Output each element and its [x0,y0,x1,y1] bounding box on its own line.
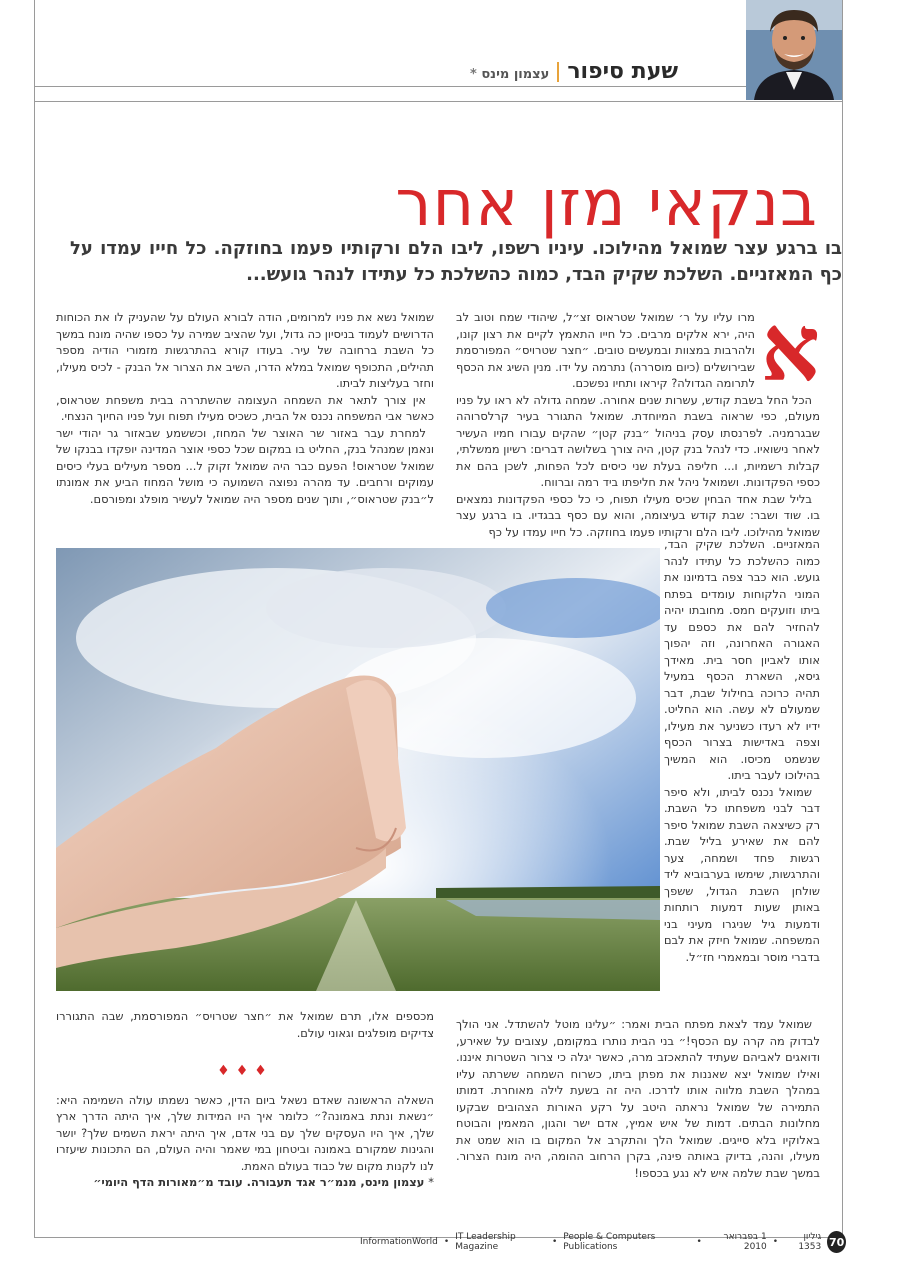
paragraph: המאזניים. השלכת שקיק הבד, כמוה כהשלכת כל עתידו לנהר גועש. הוא כבר צפה בדמיונו את המוני הלקוחות עומדים בפתח ביתו וזועקים חמס. מחובתו יהיה להחזיר להם את כספם עד האגורה האחרונה, וזה יהפוך אותו לאביון חסר בית. מאידך גיסא, השארת הכסף במעיל תהיה כרוכה בחילול שבת, דבר שמעולם לא עשה. הוא החליט. ידיו לא רעדו כשניער את מעילו, וצפה באדישות בצרור הכסף שנשמט מכיסו. הוא המשיך בהילוכו לעבר ביתו. [664,537,820,782]
paragraph: בליל שבת אחד הבחין שכיס מעילו תפוח, כי כל כספי הפקדונות נמצאים בו. שוד ושבר: שבת קודש בעיצומה, והוא עם כסף בבגדיו. בו ברגע עצר שמואל מהילוכו. ליבו הלם ורקותיו פעמו בחוזקה. כל חייו עמדו על כף [456,491,820,539]
author-photo [746,0,842,100]
footer-pub-it-leadership: IT Leadership Magazine [455,1232,516,1252]
paragraph: אין צורך לתאר את השמחה העצומה שהשתררה בבית משפחת שטראוס, כאשר אבי המשפחה נכנס אל הבית, כשכיס מעילו תפוח ועל פניו החיוך הנצחי. [56,392,434,423]
footer-issue: גיליון 1353 [798,1232,822,1252]
footer-separator: • [696,1237,702,1247]
author-portrait-icon [746,0,842,100]
author-star: * [470,67,477,82]
page-number: 70 [827,1231,846,1253]
footer-separator: • [551,1237,558,1247]
header-separator [557,62,559,82]
header-bottom-rule [34,101,843,102]
page-frame-right [842,0,843,1238]
paragraph: שמואל נכנס לביתו, ולא סיפר דבר לבני משפחתו כל השבת. רק כשיצאה השבת שמואל סיפר להם את שאירע בליל שבת. רגשות פחד ושמחה, צער והתרגשות, שימשו בערבוביא ליד שולחן השבת הגדול, ששפך באותן שעות דמעות רותחות ודמעות גיל שניגרו מעיני בני המשפחה. שמואל חיזק את לבם בדברי מוסר ובמאמרי חז״ל. [664,784,820,964]
page-footer [360,1232,846,1252]
body-column-narrow [664,536,820,965]
paragraph: למחרת עבר באזור שר האוצר של המחוז, וכששמע שבאזור גר יהודי ישר ונאמן שמנהל בנק, החליט בו במקום שכל כספי אוצר המדינה יופקדו בבנקו של שמואל שטראוס! הפעם כבר היה שמואל זקוק ל... מספר מעילים בעלי כיסים עמוקים ורחבים. עד מהרה נפוצה השמועה כי מושל המחוז הביע את אמונתו ל״בנק שטראוס״, ותוך שנים מספר היה שמואל לעשיר מופלג ומפורסם. [56,425,434,506]
paragraph: מרו עליו על ר׳ שמואל שטראוס זצ״ל, שיהודי שמח וטוב לב היה, ירא אלקים מרבים. כל חייו התאמץ לקיים את רצון קונו, ולהרבות במצוות ובמעשים טובים. ״חצר שטרויס״ המפורסמת שבירושלים (כיום מוסררה) נתרמה על ידו. מנין השיג את הכסף לתרומה הגדולה? קיראו ותחיו נפשכם. [456,310,755,390]
footer-separator: • [443,1237,450,1247]
footer-pub-people-computers: People & Computers Publications [563,1232,656,1252]
body-column-left-bottom [56,1008,434,1191]
paragraph: שמואל נשא את פניו למרומים, הודה לבורא העולם על שהעניק לו את הכוחות הדרושים לעמוד בניסיון כה גדול, ועל שהציב שמירה על כספו שהיה מונח במשך כל השבת ברחובה של עיר. בעודו קורא בהתרגשות מזמורי הודיה מספר תהילים, התכופף שמואל במלא הדרו, השיב את הצרור אל הבנק - לכיס מעילו, וחזר בעליצות לביתו. [56,310,434,390]
paragraph: הכל החל בשבת קודש, עשרות שנים אחורה. שמחה גדולה לא ראו על פניו מעולם, כפי שראוה בשבת המיוחדת. שמואל התגורר בעיר קרלסרוהה שבגרמניה. לפרנסתו עסק בניהול ״בנק קטן״ שהקים עבורו חמיו העשיר לאחר נישואיו. כדי לנהל בנק קטן, היה צורך בשלושה דברים: רשיון ממשלתי, קבלות רשמיות, ו... חליפה בעלת שני כיסים לכל הפחות, לשכן בהם את כספי הפקדונות. ושמואל ניהל את חליפתו ביד רמה וברווח. [456,392,820,489]
article-photo [56,548,660,991]
body-column-right-bottom [456,1016,820,1181]
paragraph: שמואל עמד לצאת מפתח הבית ואמר: ״עלינו מוטל להשתדל. אני הולך לבדוק מה קרה עם הכסף!״ בני הבית נותרו במקומם, עצובים על שאירע, ודואגים לאביהם שעתיד להתאכזב מרה, כאשר יגלה כי צרור השטרות איננו. ואילו שמואל יצא שאננות את מפתן ביתו, כשרוח השמחה ששרתה עליו במהלך השבת מלווה אותו לדרכו. היה זה בשעת לילה מאוחרת. דמותו התמירה של שמואל נראתה היטב על רקע האורות הצהובים שבקעו מחלונות הבתים. דמות של איש אמיץ, אדם ישר והגון, המאמין והבוטח באלוקיו בלא סייגים. שמואל הלך והתקרב אל המקום בו הוא שמט את מעילו, והנה, בדיוק באותה פינה, בקרן הרחוב ההומה, היה מונח הצרור. במשך שבת שלמה איש לא נגע בכספו! [456,1017,820,1180]
paragraph: השאלה הראשונה שאדם נשאל ביום הדין, כאשר נשמתו עולה השמימה היא: ״נשאת ונתת באמונה?״ כלומר איך היו המידות שלך, איך היתה הדרך ארץ שלך, איך היו העסקים שלך עם בני אדם, איך היתה יראת השמים שלך? יושר והגינות שמקורם באמונה וביטחון במי שאמר והיה העולם, הם התכונות שיעזרו לנו לקנות מקום של כבוד בעולם האמת. [56,1092,434,1173]
drop-cap: א [760,294,820,402]
article-lead: בו ברגע עצר שמואל מהילוכו. עיניו רשפו, ליבו הלם ורקותיו פעמו בחוזקה. כל חייו עמדו על כף המאזניים. השלכת שקיק הבד, כמוה כהשלכת כל עתידו לנהר גועש... [70,238,842,285]
section-divider-diamonds: ♦♦♦ [217,1063,273,1079]
column-header [470,54,745,86]
paragraph: מכספים אלו, תרם שמואל את ״חצר שטרויס״ המפורסמת, שבה התגוררו צדיקים מופלגים וגאוני עולם. [56,1009,434,1040]
section-title: שעת סיפור [567,59,679,84]
page-frame-left [34,0,35,1238]
author-signature [56,1174,434,1191]
author-tag [470,64,549,86]
signature-text: עצמון מינס, מנמ״ר אגד תעבורה. עובד מ״מאורות הדף היומי״ [93,1175,425,1189]
body-column-right-top [456,294,820,540]
signature-star: * [428,1175,434,1189]
footer-separator: • [772,1237,779,1247]
footer-date: 1 בפברואר 2010 [723,1232,767,1252]
article-title: בנקאי מזן אחר [395,167,818,241]
footer-pub-informationworld: InformationWorld [360,1237,438,1247]
body-column-left-top [56,309,434,507]
praying-hands-sky-icon [56,548,660,991]
author-name: עצמון מינס [481,67,550,82]
header-rule [34,86,746,87]
